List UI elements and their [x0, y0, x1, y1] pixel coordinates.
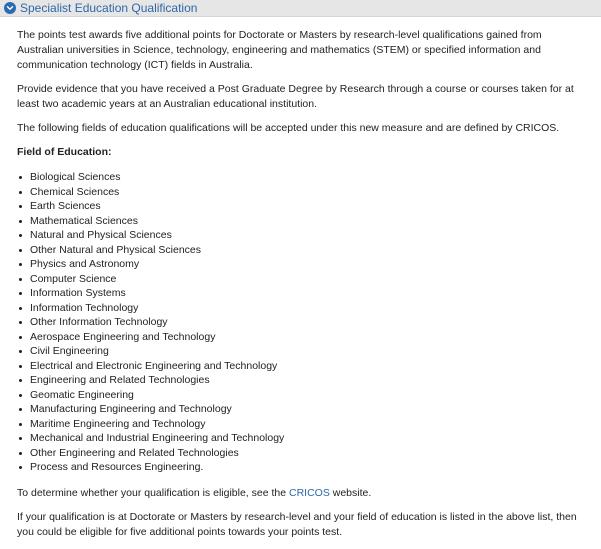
bullet-icon	[19, 249, 22, 252]
field-of-education-list	[17, 170, 589, 475]
bullet-icon	[19, 307, 22, 310]
bullet-icon	[19, 437, 22, 440]
list-item	[17, 199, 589, 214]
list-item-label: Aerospace Engineering and Technology	[30, 330, 216, 343]
list-item-label: Mechanical and Industrial Engineering and Technology	[30, 432, 285, 444]
list-item-label: Process and Resources Engineering.	[30, 461, 204, 473]
list-item	[17, 460, 589, 475]
bullet-icon	[19, 365, 22, 368]
bullet-icon	[19, 350, 22, 353]
list-item-label: Physics and Astronomy	[30, 258, 140, 270]
bullet-icon	[19, 466, 22, 469]
eligibility-paragraph	[17, 486, 589, 501]
eligibility-text-after: website.	[329, 486, 372, 499]
list-item	[17, 170, 589, 185]
accordion-content	[17, 28, 589, 549]
closing-paragraph: If your qualification is at Doctorate or Masters by research-level and your field of education is listed in the above list, then you could be eligible for five additional points towards your points test.	[17, 510, 577, 538]
list-item-label: Information Technology	[30, 301, 139, 314]
bullet-icon	[19, 394, 22, 397]
list-item	[17, 185, 589, 200]
list-item	[17, 402, 589, 417]
list-item	[17, 431, 589, 446]
bullet-icon	[19, 336, 22, 339]
list-item	[17, 228, 589, 243]
bullet-icon	[19, 234, 22, 237]
list-item	[17, 214, 589, 229]
field-of-education-heading: Field of Education:	[17, 146, 112, 158]
list-item	[17, 359, 589, 374]
list-item-label: Other Engineering and Related Technologies	[30, 446, 239, 459]
bullet-icon	[19, 321, 22, 324]
list-item	[17, 272, 589, 287]
list-item-label: Earth Sciences	[30, 200, 101, 212]
list-item-label: Information Systems	[30, 287, 126, 299]
list-item-label: Natural and Physical Sciences	[30, 229, 172, 241]
list-item	[17, 257, 589, 272]
bullet-icon	[19, 423, 22, 426]
list-item-label: Other Natural and Physical Sciences	[30, 243, 201, 256]
intro-paragraph: The points test awards five additional points for Doctorate or Masters by research-level qualifications gained from Australian universities in Science, technology, engineering and mathematics (STEM) or specified information and communication technology (ICT) fields in Australia.	[17, 29, 542, 71]
bullet-icon	[19, 220, 22, 223]
list-item	[17, 388, 589, 403]
chevron-down-icon[interactable]	[4, 2, 16, 14]
bullet-icon	[19, 278, 22, 281]
list-item-label: Biological Sciences	[30, 171, 121, 183]
bullet-icon	[19, 176, 22, 179]
list-item-label: Other Information Technology	[30, 316, 168, 328]
list-item-label: Chemical Sciences	[30, 185, 120, 198]
list-item	[17, 243, 589, 258]
list-item-label: Mathematical Sciences	[30, 214, 138, 227]
list-item-label: Civil Engineering	[30, 345, 109, 357]
list-item-label: Computer Science	[30, 272, 117, 285]
bullet-icon	[19, 379, 22, 382]
list-item	[17, 286, 589, 301]
bullet-icon	[19, 191, 22, 194]
cricos-link[interactable]: CRICOS	[289, 486, 330, 499]
list-item	[17, 373, 589, 388]
bullet-icon	[19, 408, 22, 411]
bullet-icon	[19, 292, 22, 295]
list-item-label: Maritime Engineering and Technology	[30, 417, 206, 430]
list-item	[17, 417, 589, 432]
evidence-paragraph: Provide evidence that you have received a Post Graduate Degree by Research through a course or courses taken for at least two academic years at an Australian educational institution.	[17, 83, 574, 110]
bullet-icon	[19, 263, 22, 266]
fields-intro-paragraph: The following fields of education qualifications will be accepted under this new measure and are defined by CRICOS.	[17, 122, 560, 134]
list-item	[17, 301, 589, 316]
accordion-title[interactable]: Specialist Education Qualification	[20, 0, 198, 15]
list-item-label: Manufacturing Engineering and Technology	[30, 403, 232, 415]
list-item	[17, 446, 589, 461]
eligibility-text-before: To determine whether your qualification is eligible, see the	[17, 486, 289, 499]
bullet-icon	[19, 205, 22, 208]
list-item	[17, 315, 589, 330]
list-item	[17, 344, 589, 359]
list-item-label: Geomatic Engineering	[30, 388, 134, 401]
list-item-label: Electrical and Electronic Engineering and Technology	[30, 359, 278, 372]
list-item-label: Engineering and Related Technologies	[30, 374, 210, 386]
list-item	[17, 330, 589, 345]
bullet-icon	[19, 452, 22, 455]
accordion-header[interactable]	[0, 0, 601, 17]
